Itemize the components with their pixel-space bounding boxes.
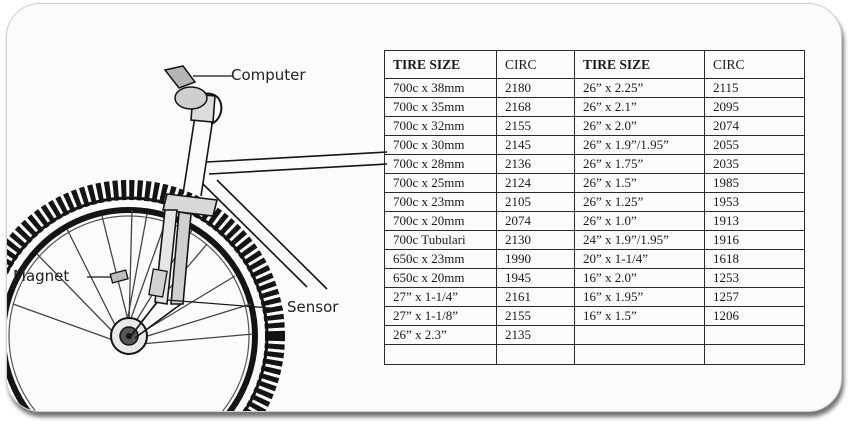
table-cell: 650c x 20mm xyxy=(385,269,497,288)
table-cell: 1618 xyxy=(705,250,805,269)
table-cell: 700c x 20mm xyxy=(385,212,497,231)
magnet-label: Magnet xyxy=(13,267,70,285)
table-row xyxy=(385,98,805,117)
header-tire-size: TIRE SIZE xyxy=(575,51,705,79)
computer-unit xyxy=(165,66,233,109)
table-cell: 1985 xyxy=(705,174,805,193)
table-cell-empty xyxy=(575,345,705,365)
table-cell: 2095 xyxy=(705,98,805,117)
computer-label: Computer xyxy=(231,66,306,84)
table-cell: 2074 xyxy=(497,212,575,231)
table-cell: 26” x 2.3” xyxy=(385,326,497,345)
table-cell: 26” x 1.0” xyxy=(575,212,705,231)
table-cell: 1953 xyxy=(705,193,805,212)
table-cell: 1945 xyxy=(497,269,575,288)
table-cell: 20” x 1-1/4” xyxy=(575,250,705,269)
front-wheel xyxy=(7,190,275,411)
table-cell: 26” x 1.25” xyxy=(575,193,705,212)
table-row xyxy=(385,326,805,345)
table-cell-empty xyxy=(385,345,497,365)
table-cell: 2035 xyxy=(705,155,805,174)
table-cell: 2055 xyxy=(705,136,805,155)
table-cell: 2124 xyxy=(497,174,575,193)
table-cell xyxy=(575,326,705,345)
table-cell xyxy=(705,326,805,345)
table-cell: 1253 xyxy=(705,269,805,288)
table-cell: 16” x 1.5” xyxy=(575,307,705,326)
table-row xyxy=(385,231,805,250)
table-cell: 27” x 1-1/4” xyxy=(385,288,497,307)
table-row xyxy=(385,193,805,212)
table-cell: 2168 xyxy=(497,98,575,117)
table-row xyxy=(385,174,805,193)
table-cell-empty xyxy=(705,345,805,365)
table-cell: 16” x 2.0” xyxy=(575,269,705,288)
header-tire-size: TIRE SIZE xyxy=(385,51,497,79)
sensor-label: Sensor xyxy=(287,298,339,316)
table-row xyxy=(385,288,805,307)
table-cell: 2155 xyxy=(497,117,575,136)
table-cell: 2155 xyxy=(497,307,575,326)
table-cell: 2180 xyxy=(497,79,575,98)
table-cell: 1913 xyxy=(705,212,805,231)
tire-size-card xyxy=(6,3,842,412)
table-cell: 2161 xyxy=(497,288,575,307)
table-cell-empty xyxy=(497,345,575,365)
table-cell: 700c x 28mm xyxy=(385,155,497,174)
table-cell: 2130 xyxy=(497,231,575,250)
table-row xyxy=(385,212,805,231)
table-cell: 26” x 2.1” xyxy=(575,98,705,117)
table-cell: 26” x 1.75” xyxy=(575,155,705,174)
table-row xyxy=(385,117,805,136)
table-row-empty xyxy=(385,345,805,365)
bike-illustration xyxy=(7,4,387,411)
table-cell: 26” x 1.9”/1.95” xyxy=(575,136,705,155)
table-row xyxy=(385,250,805,269)
table-cell: 16” x 1.95” xyxy=(575,288,705,307)
bike-frame xyxy=(131,93,387,338)
header-circ: CIRC xyxy=(705,51,805,79)
table-cell: 2115 xyxy=(705,79,805,98)
table-cell: 700c x 35mm xyxy=(385,98,497,117)
table-cell: 1990 xyxy=(497,250,575,269)
table-cell: 2145 xyxy=(497,136,575,155)
table-cell: 1257 xyxy=(705,288,805,307)
table-cell: 26” x 2.0” xyxy=(575,117,705,136)
table-cell: 700c x 25mm xyxy=(385,174,497,193)
table-cell: 650c x 23mm xyxy=(385,250,497,269)
table-cell: 1206 xyxy=(705,307,805,326)
table-cell: 2136 xyxy=(497,155,575,174)
table-cell: 1916 xyxy=(705,231,805,250)
table-cell: 700c x 38mm xyxy=(385,79,497,98)
table-cell: 26” x 2.25” xyxy=(575,79,705,98)
table-row xyxy=(385,79,805,98)
table-row xyxy=(385,136,805,155)
table-cell: 700c Tubulari xyxy=(385,231,497,250)
table-row xyxy=(385,155,805,174)
table-cell: 27” x 1-1/8” xyxy=(385,307,497,326)
tire-circumference-table xyxy=(384,50,805,365)
table-header-row xyxy=(385,51,805,79)
header-circ: CIRC xyxy=(497,51,575,79)
table-cell: 26” x 1.5” xyxy=(575,174,705,193)
bike-line-drawing xyxy=(7,4,387,411)
table-row xyxy=(385,269,805,288)
table-cell: 2105 xyxy=(497,193,575,212)
table-row xyxy=(385,307,805,326)
table-cell: 2074 xyxy=(705,117,805,136)
table-cell: 700c x 32mm xyxy=(385,117,497,136)
table-cell: 24” x 1.9”/1.95” xyxy=(575,231,705,250)
table-cell: 2135 xyxy=(497,326,575,345)
table-cell: 700c x 23mm xyxy=(385,193,497,212)
table-cell: 700c x 30mm xyxy=(385,136,497,155)
